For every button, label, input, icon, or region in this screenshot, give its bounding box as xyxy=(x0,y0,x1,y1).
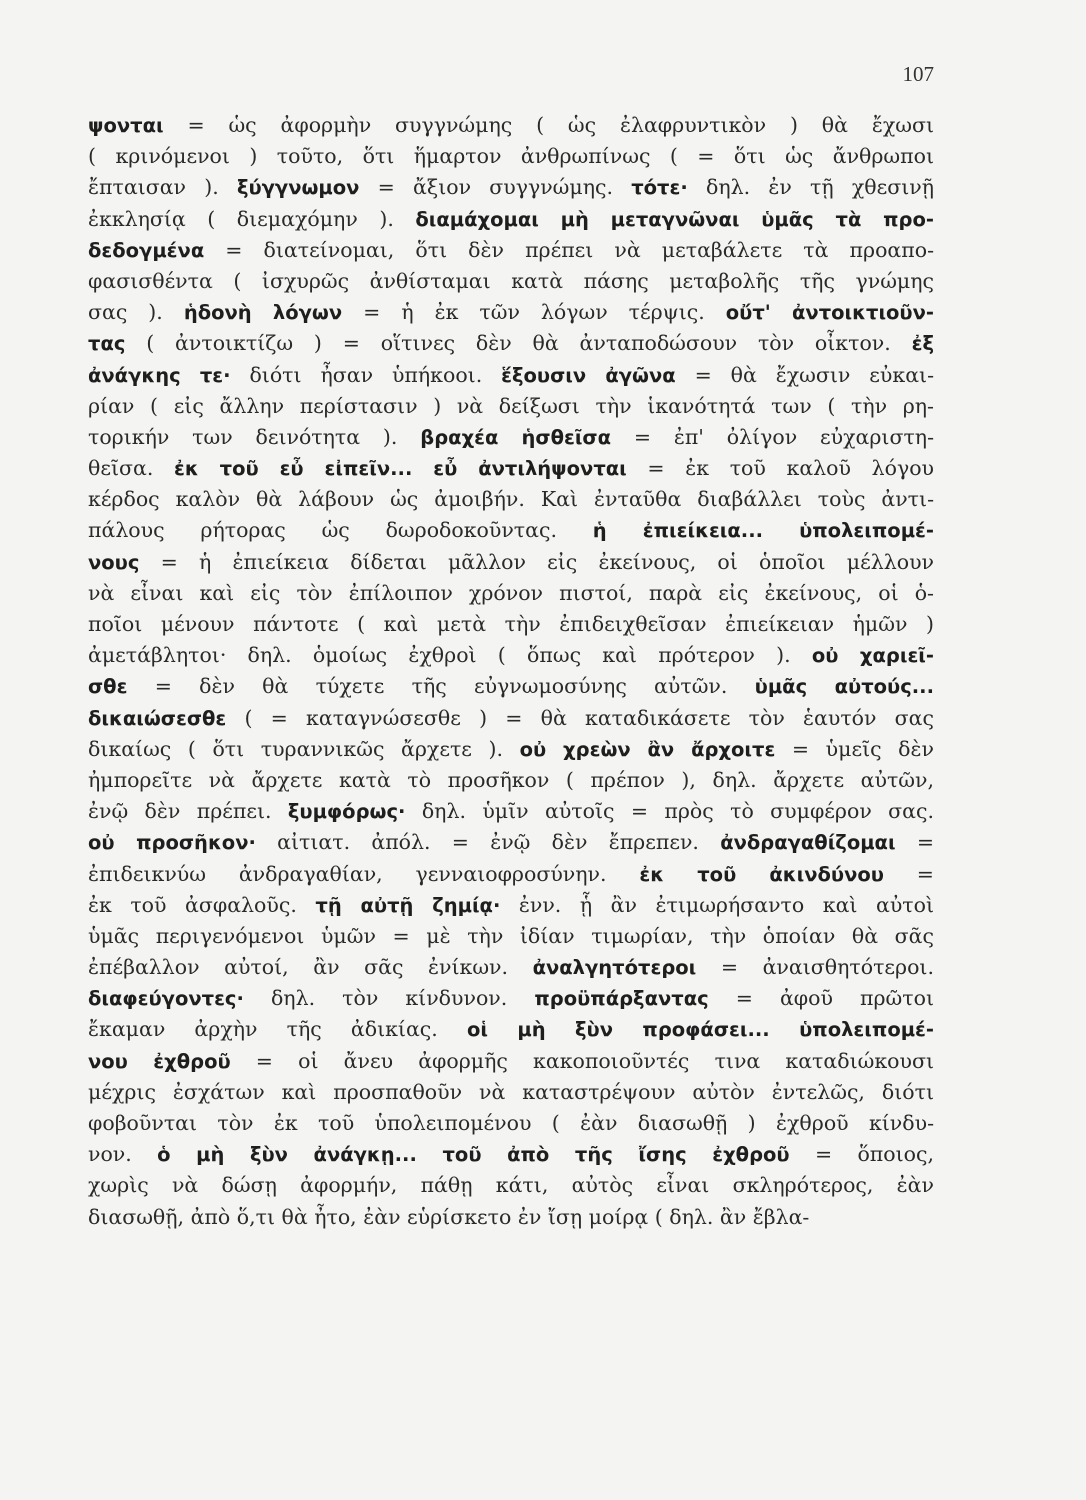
gloss-text: = ὡς ἀφορμὴν συγγνώμης ( ὡς ἐλαφρυντικὸν ) θὰ ἔχωσι xyxy=(163,113,934,137)
gloss-text: τορικήν των δεινότητα ). xyxy=(88,424,421,449)
gloss-text: ἐκ τοῦ ἀσφαλοῦς. xyxy=(88,892,316,917)
lemma: δικαιώσεσθε xyxy=(88,706,227,730)
gloss-text: νὰ εἶναι καὶ εἰς τὸν ἐπίλοιπον χρόνον πιστοί, παρὰ εἰς ἐκείνους, οἱ ὁ- xyxy=(88,580,934,605)
text-line xyxy=(88,1170,934,1201)
text-line xyxy=(88,890,934,921)
gloss-text: = οἱ ἄνευ ἀφορμῆς κακοποιοῦντές τινα καταδιώκουσι xyxy=(230,1048,934,1073)
lemma: ψονται xyxy=(88,114,164,137)
text-line xyxy=(88,453,934,484)
gloss-text: διασωθῇ, ἀπὸ ὅ,τι θὰ ἦτο, ἐὰν εὑρίσκετο ἐν ἴσῃ μοίρᾳ ( δηλ. ἂν ἔβλα- xyxy=(88,1204,810,1229)
lemma: ἐκ τοῦ ἀκινδύνου xyxy=(639,862,884,886)
gloss-text: = ἡ ἐκ τῶν λόγων τέρψις. xyxy=(342,300,726,325)
gloss-text: = ἐκ τοῦ καλοῦ λόγου xyxy=(626,456,934,481)
lemma: ἀναλγητότεροι xyxy=(532,956,697,980)
text-line xyxy=(88,172,934,203)
lemma: ἀνάγκης τε· xyxy=(88,363,231,387)
gloss-text: = ἀναισθητότεροι. xyxy=(696,955,934,980)
gloss-text: ἐκκλησίᾳ ( διεμαχόμην ). xyxy=(88,206,416,231)
text-line xyxy=(88,983,934,1014)
text-line xyxy=(88,484,934,515)
text-line xyxy=(88,1139,934,1170)
lemma: ἀνδραγαθίζομαι xyxy=(720,831,896,855)
lemma: νους xyxy=(88,550,140,574)
text-line xyxy=(88,1077,934,1108)
gloss-text: ἠμπορεῖτε νὰ ἄρχετε κατὰ τὸ προσῆκον ( πρέπον ), δηλ. ἄρχετε αὐτῶν, xyxy=(88,767,934,792)
lemma: οὔτ' ἀντοικτιοῦν- xyxy=(725,301,934,325)
gloss-text: δηλ. ὑμῖν αὐτοῖς = πρὸς τὸ συμφέρον σας. xyxy=(405,799,934,824)
gloss-text: ἔπταισαν ). xyxy=(88,175,237,200)
lemma: τότε· xyxy=(631,176,688,200)
text-line xyxy=(88,391,934,422)
gloss-text: χωρὶς νὰ δώσῃ ἀφορμήν, πάθῃ κάτι, αὐτὸς εἶναι σκληρότερος, ἐὰν xyxy=(88,1173,934,1198)
lemma: προϋπάρξαντας xyxy=(534,987,709,1011)
gloss-text: ἐπιδεικνύω ἀνδραγαθίαν, γενναιοφροσύνην. xyxy=(88,861,640,886)
gloss-text: = ὑμεῖς δὲν xyxy=(775,736,934,761)
gloss-text: ( ἀντοικτίζω ) = οἵτινες δὲν θὰ ἀνταποδώσουν τὸν οἶκτον. xyxy=(125,331,912,356)
gloss-text: ποῖοι μένουν πάντοτε ( καὶ μετὰ τὴν ἐπιδειχθεῖσαν ἐπιείκειαν ἡμῶν ) xyxy=(88,612,934,636)
gloss-text: = ἀφοῦ πρῶτοι xyxy=(708,986,934,1011)
gloss-text: σας ). xyxy=(88,300,184,325)
gloss-text: ἔκαμαν ἀρχὴν τῆς ἀδικίας. xyxy=(88,1017,467,1042)
text-line xyxy=(88,640,934,671)
gloss-text: πάλους ρήτορας ὡς δωροδοκοῦντας. xyxy=(88,518,593,543)
text-line xyxy=(88,578,934,609)
gloss-text: νον. xyxy=(88,1142,158,1167)
text-line xyxy=(88,515,934,546)
text-line xyxy=(88,827,934,858)
gloss-text: δηλ. ἐν τῇ χθεσινῇ xyxy=(687,175,934,200)
lemma: ἡ ἐπιείκεια... ὑπολειπομέ- xyxy=(592,519,934,543)
gloss-text: = xyxy=(883,861,934,886)
lemma: οὐ χαριεῖ- xyxy=(811,644,934,668)
lemma: τῇ αὐτῇ ζημίᾳ· xyxy=(315,893,501,917)
lemma: οὐ προσῆκον· xyxy=(88,831,256,855)
lemma: ὑμᾶς αὐτούς... xyxy=(754,675,934,699)
lemma: ξύγγνωμον xyxy=(236,176,360,200)
lemma: νου ἐχθροῦ xyxy=(88,1049,231,1073)
gloss-text: ἀμετάβλητοι· δηλ. ὁμοίως ἐχθροὶ ( ὅπως καὶ πρότερον ). xyxy=(88,643,812,668)
lemma: δεδογμένα xyxy=(88,238,205,262)
text-line xyxy=(88,1202,934,1233)
gloss-text: φασισθέντα ( ἰσχυρῶς ἀνθίσταμαι κατὰ πάσης μεταβολῆς τῆς γνώμης xyxy=(88,268,934,293)
text-line xyxy=(88,141,934,172)
lemma: διαφεύγοντες· xyxy=(88,987,244,1011)
lemma: σθε xyxy=(88,675,128,699)
gloss-text: διότι ἦσαν ὑπήκοοι. xyxy=(230,362,502,387)
lemma: ἐξ xyxy=(911,332,934,356)
gloss-text: ὑμᾶς περιγενόμενοι ὑμῶν = μὲ τὴν ἰδίαν τιμωρίαν, τὴν ὁποίαν θὰ σᾶς xyxy=(88,923,934,948)
gloss-text: = ὅποιος, xyxy=(789,1142,934,1167)
text-line xyxy=(88,1108,934,1139)
lemma: διαμάχομαι μὴ μεταγνῶναι ὑμᾶς τὰ προ- xyxy=(415,207,934,231)
gloss-text: = ἐπ' ὀλίγον εὐχαριστη- xyxy=(611,424,934,449)
gloss-text: ἐπέβαλλον αὐτοί, ἂν σᾶς ἐνίκων. xyxy=(88,955,533,980)
lemma: βραχέα ἡσθεῖσα xyxy=(420,425,612,449)
gloss-text: ἐνῷ δὲν πρέπει. xyxy=(88,799,288,824)
text-line xyxy=(88,297,934,328)
lemma: τας xyxy=(88,332,126,356)
commentary-text xyxy=(88,110,934,1233)
gloss-text: ἐνν. ᾗ ἂν ἐτιμωρήσαντο καὶ αὐτοὶ xyxy=(500,892,934,917)
lemma: ἕξουσιν ἀγῶνα xyxy=(501,363,676,387)
text-line xyxy=(88,110,934,141)
text-line xyxy=(88,921,934,952)
text-line xyxy=(88,328,934,359)
gloss-text: = θὰ ἔχωσιν εὐκαι- xyxy=(675,362,934,387)
gloss-text: = ἄξιον συγγνώμης. xyxy=(359,175,632,200)
gloss-text: ρίαν ( εἰς ἄλλην περίστασιν ) νὰ δείξωσι τὴν ἱκανότητά των ( τὴν ρη- xyxy=(88,393,934,418)
lemma: ξυμφόρως· xyxy=(287,800,406,824)
gloss-text: ( = καταγνώσεσθε ) = θὰ καταδικάσετε τὸν ἑαυτόν σας xyxy=(226,705,934,730)
gloss-text: μέχρις ἐσχάτων καὶ προσπαθοῦν νὰ καταστρέψουν αὐτὸν ἐντελῶς, διότι xyxy=(88,1079,934,1104)
gloss-text: = xyxy=(895,830,934,855)
gloss-text: δικαίως ( ὅτι τυραννικῶς ἄρχετε ). xyxy=(88,736,520,761)
lemma: ἡδονὴ λόγων xyxy=(183,301,343,325)
gloss-text: = δὲν θὰ τύχετε τῆς εὐγνωμοσύνης αὐτῶν. xyxy=(127,674,755,699)
text-line xyxy=(88,671,934,702)
gloss-text: = ἡ ἐπιείκεια δίδεται μᾶλλον εἰς ἐκείνους, οἱ ὁποῖοι μέλλουν xyxy=(139,549,934,574)
text-line xyxy=(88,360,934,391)
lemma: οὐ χρεὼν ἂν ἄρχοιτε xyxy=(519,737,776,761)
gloss-text: = διατείνομαι, ὅτι δὲν πρέπει νὰ μεταβάλετε τὰ προαπο- xyxy=(204,237,934,262)
gloss-text: θεῖσα. xyxy=(88,456,175,481)
text-line xyxy=(88,1014,934,1045)
gloss-text: κέρδος καλὸν θὰ λάβουν ὡς ἀμοιβήν. Καὶ ἐνταῦθα διαβάλλει τοὺς ἀντι- xyxy=(88,487,934,512)
text-line xyxy=(88,859,934,890)
text-line xyxy=(88,703,934,734)
text-line xyxy=(88,266,934,297)
page-number: 107 xyxy=(902,62,934,86)
gloss-text: αἰτιατ. ἀπόλ. = ἐνῷ δὲν ἔπρεπεν. xyxy=(255,830,721,855)
gloss-text: φοβοῦνται τὸν ἐκ τοῦ ὑπολειπομένου ( ἐὰν διασωθῇ ) ἐχθροῦ κίνδυ- xyxy=(88,1111,934,1135)
text-line xyxy=(88,422,934,453)
lemma: ἐκ τοῦ εὖ εἰπεῖν... εὖ ἀντιλήψονται xyxy=(174,457,627,481)
lemma: οἱ μὴ ξὺν προφάσει... ὑπολειπομέ- xyxy=(466,1018,934,1042)
gloss-text: δηλ. τὸν κίνδυνον. xyxy=(243,986,535,1011)
text-line xyxy=(88,952,934,983)
text-line xyxy=(88,796,934,827)
text-line xyxy=(88,734,934,765)
text-line xyxy=(88,1046,934,1077)
text-line xyxy=(88,765,934,796)
text-line xyxy=(88,609,934,640)
gloss-text: ( κρινόμενοι ) τοῦτο, ὅτι ἥμαρτον ἀνθρωπίνως ( = ὅτι ὡς ἄνθρωποι xyxy=(88,144,934,169)
text-line xyxy=(88,235,934,266)
text-line xyxy=(88,204,934,235)
lemma: ὁ μὴ ξὺν ἀνάγκῃ... τοῦ ἀπὸ τῆς ἴσης ἐχθροῦ xyxy=(157,1143,790,1167)
text-line xyxy=(88,547,934,578)
